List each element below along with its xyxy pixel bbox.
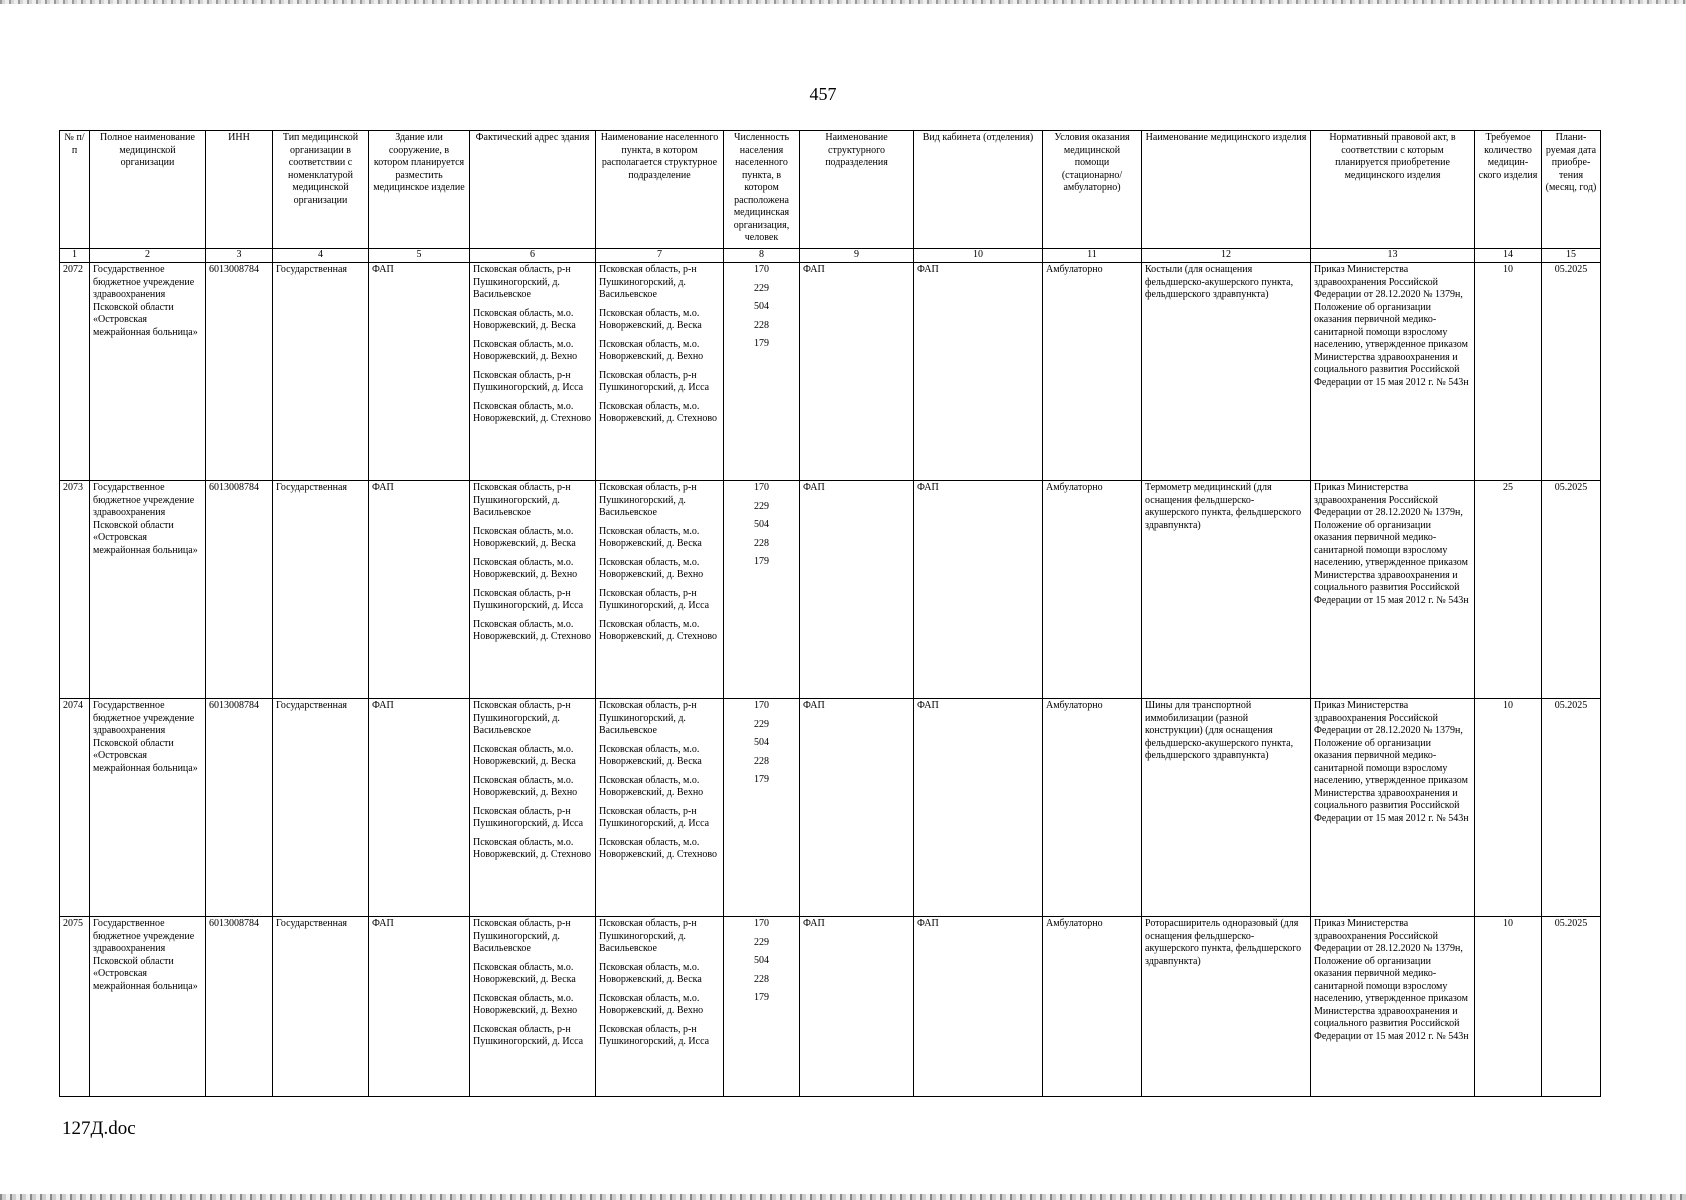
settlement-name: [596, 481, 724, 699]
inn-value: 6013008784: [206, 917, 273, 1097]
header-cell-8: Численность населения населенного пункта, в котором расположена медицинская организация, человек: [724, 131, 800, 249]
settlement-name-item: Псковская область, м.о. Новоржевский, д. Стехново: [599, 836, 718, 860]
settlement-name-list: [599, 264, 720, 426]
table-row: [60, 263, 1601, 481]
building-address-item: Псковская область, м.о. Новоржевский, д. Веска: [473, 961, 576, 985]
structural-unit: ФАП: [800, 699, 914, 917]
equipment-register-table: [59, 130, 1601, 1097]
settlement-name: [596, 917, 724, 1097]
settlement-name-item: Псковская область, м.о. Новоржевский, д. Веска: [599, 307, 702, 331]
header-cell-5: Здание или сооружение, в котором планируется разместить медицинское изделие: [369, 131, 470, 249]
table-row: [60, 481, 1601, 699]
legal-act: Приказ Министерства здравоохранения Российской Федерации от 28.12.2020 № 1379н, Положение об организации оказания первичной медико-санитарной помощи взрослому населению, утвержденное приказом Министерства здравоохранения и социального развития Российской Федерации от 15 мая 2012 г. № 543н: [1311, 917, 1475, 1097]
building-address-list: [473, 918, 592, 1049]
settlement-name-item: Псковская область, р-н Пушкиногорский, д. Исса: [599, 1023, 710, 1047]
row-number: 2075: [60, 917, 90, 1097]
inn-value: 6013008784: [206, 263, 273, 481]
population-count-item: 228: [754, 755, 769, 767]
column-number-5: 5: [369, 249, 470, 263]
population-count-item: 229: [754, 718, 769, 730]
header-cell-13: Нормативный правовой акт, в соответствии с которым планируется приобретение медицинского изделия: [1311, 131, 1475, 249]
organization-type: Государственная: [273, 917, 369, 1097]
legal-act: Приказ Министерства здравоохранения Российской Федерации от 28.12.2020 № 1379н, Положение об организации оказания первичной медико-санитарной помощи взрослому населению, утвержденное приказом Министерства здравоохранения и социального развития Российской Федерации от 15 мая 2012 г. № 543н: [1311, 699, 1475, 917]
settlement-name-list: [599, 482, 720, 644]
building-address-item: Псковская область, м.о. Новоржевский, д. Веска: [473, 307, 576, 331]
cabinet-type: ФАП: [914, 481, 1043, 699]
header-row: [60, 131, 1601, 249]
building-address-item: Псковская область, м.о. Новоржевский, д. Вехно: [473, 338, 578, 362]
organization-name: Государственное бюджетное учреждение здравоохранения Псковской области «Островская межрайонная больница»: [90, 917, 206, 1097]
building-type: ФАП: [369, 481, 470, 699]
care-conditions: Амбулаторно: [1043, 917, 1142, 1097]
settlement-name-item: Псковская область, м.о. Новоржевский, д. Стехново: [599, 400, 718, 424]
legal-act: Приказ Министерства здравоохранения Российской Федерации от 28.12.2020 № 1379н, Положение об организации оказания первичной медико-санитарной помощи взрослому населению, утвержденное приказом Министерства здравоохранения и социального развития Российской Федерации от 15 мая 2012 г. № 543н: [1311, 481, 1475, 699]
building-address: [470, 481, 596, 699]
settlement-name-item: Псковская область, м.о. Новоржевский, д. Веска: [599, 525, 702, 549]
population-count: [724, 263, 800, 481]
header-cell-9: Наименование структурного подразделения: [800, 131, 914, 249]
population-count-item: 504: [754, 301, 769, 312]
table-body: [60, 263, 1601, 1097]
document-filename: 127Д.doc: [62, 1118, 136, 1139]
column-number-12: 12: [1142, 249, 1311, 263]
required-quantity: 10: [1475, 263, 1542, 481]
organization-type: Государственная: [273, 699, 369, 917]
population-count-list: [727, 918, 796, 1005]
population-count: [724, 917, 800, 1097]
table-header: [60, 131, 1601, 263]
population-count-item: 170: [754, 264, 769, 275]
medical-device-name: Шины для транспортной иммобилизации (разной конструкции) (для оснащения фельдшерско-акушерского пункта, фельдшерского здравпункта): [1142, 699, 1311, 917]
population-count-item: 504: [754, 519, 769, 530]
structural-unit: ФАП: [800, 263, 914, 481]
settlement-name-item: Псковская область, р-н Пушкиногорский, д. Исса: [599, 587, 710, 611]
building-address-item: Псковская область, м.о. Новоржевский, д. Вехно: [473, 774, 578, 798]
settlement-name-item: Псковская область, м.о. Новоржевский, д. Веска: [599, 961, 702, 985]
building-address-item: Псковская область, р-н Пушкиногорский, д. Васильевское: [473, 264, 571, 300]
building-address-item: Псковская область, р-н Пушкиногорский, д. Исса: [473, 369, 584, 393]
required-quantity: 10: [1475, 699, 1542, 917]
population-count-item: 504: [754, 955, 769, 966]
column-number-15: 15: [1542, 249, 1601, 263]
organization-name: Государственное бюджетное учреждение здравоохранения Псковской области «Островская межрайонная больница»: [90, 263, 206, 481]
medical-device-name: Термометр медицинский (для оснащения фельдшерско-акушерского пункта, фельдшерского здравпункта): [1142, 481, 1311, 699]
table-row: [60, 917, 1601, 1097]
column-number-11: 11: [1043, 249, 1142, 263]
structural-unit: ФАП: [800, 917, 914, 1097]
legal-act: Приказ Министерства здравоохранения Российской Федерации от 28.12.2020 № 1379н, Положение об организации оказания первичной медико-санитарной помощи взрослому населению, утвержденное приказом Министерства здравоохранения и социального развития Российской Федерации от 15 мая 2012 г. № 543н: [1311, 263, 1475, 481]
header-cell-2: Полное наименование медицинской организации: [90, 131, 206, 249]
building-address: [470, 917, 596, 1097]
row-number: 2072: [60, 263, 90, 481]
column-number-row: [60, 249, 1601, 263]
settlement-name-list: [599, 918, 720, 1049]
organization-name: Государственное бюджетное учреждение здравоохранения Псковской области «Островская межрайонная больница»: [90, 699, 206, 917]
scan-edge-top: [0, 0, 1686, 4]
building-address: [470, 263, 596, 481]
settlement-name: [596, 699, 724, 917]
row-number: 2074: [60, 699, 90, 917]
settlement-name: [596, 263, 724, 481]
organization-name: Государственное бюджетное учреждение здравоохранения Псковской области «Островская межрайонная больница»: [90, 481, 206, 699]
building-address-list: [473, 264, 592, 426]
population-count-item: 179: [754, 992, 769, 1003]
inn-value: 6013008784: [206, 699, 273, 917]
building-address-item: Псковская область, м.о. Новоржевский, д. Вехно: [473, 992, 578, 1016]
population-count-list: [727, 700, 796, 787]
population-count-item: 179: [754, 338, 769, 349]
building-address-item: Псковская область, р-н Пушкиногорский, д. Исса: [473, 587, 584, 611]
population-count-item: 228: [754, 319, 769, 331]
population-count-item: 170: [754, 918, 769, 929]
scan-edge-bottom: [0, 1194, 1686, 1200]
population-count-list: [727, 264, 796, 351]
population-count-item: 170: [754, 700, 769, 711]
building-address-item: Псковская область, м.о. Новоржевский, д. Вехно: [473, 556, 578, 580]
header-cell-4: Тип медицинской организации в соответствии с номенклатурой медицинской организации: [273, 131, 369, 249]
building-address-list: [473, 700, 592, 862]
building-address-item: Псковская область, р-н Пушкиногорский, д. Исса: [473, 1023, 584, 1047]
column-number-3: 3: [206, 249, 273, 263]
column-number-2: 2: [90, 249, 206, 263]
population-count-item: 179: [754, 774, 769, 785]
cabinet-type: ФАП: [914, 699, 1043, 917]
settlement-name-item: Псковская область, м.о. Новоржевский, д. Веска: [599, 743, 702, 767]
header-cell-12: Наименование медицинского изделия: [1142, 131, 1311, 249]
population-count: [724, 481, 800, 699]
medical-device-name: Костыли (для оснащения фельдшерско-акушерского пункта, фельдшерского здравпункта): [1142, 263, 1311, 481]
row-number: 2073: [60, 481, 90, 699]
building-type: ФАП: [369, 917, 470, 1097]
header-cell-1: № п/п: [60, 131, 90, 249]
header-cell-6: Фактический адрес здания: [470, 131, 596, 249]
settlement-name-item: Псковская область, р-н Пушкиногорский, д. Исса: [599, 369, 710, 393]
cabinet-type: ФАП: [914, 917, 1043, 1097]
cabinet-type: ФАП: [914, 263, 1043, 481]
settlement-name-list: [599, 700, 720, 862]
settlement-name-item: Псковская область, р-н Пушкиногорский, д. Васильевское: [599, 918, 697, 954]
column-number-14: 14: [1475, 249, 1542, 263]
population-count-item: 229: [754, 500, 769, 512]
column-number-8: 8: [724, 249, 800, 263]
medical-device-name: Роторасширитель одноразовый (для оснащения фельдшерско-акушерского пункта, фельдшерского здравпункта): [1142, 917, 1311, 1097]
settlement-name-item: Псковская область, м.о. Новоржевский, д. Вехно: [599, 774, 704, 798]
building-type: ФАП: [369, 263, 470, 481]
settlement-name-item: Псковская область, р-н Пушкиногорский, д. Васильевское: [599, 482, 697, 518]
building-address-item: Псковская область, р-н Пушкиногорский, д. Исса: [473, 805, 584, 829]
population-count-item: 179: [754, 556, 769, 567]
building-address-item: Псковская область, м.о. Новоржевский, д. Стехново: [473, 618, 592, 642]
building-address-item: Псковская область, м.о. Новоржевский, д. Стехново: [473, 400, 592, 424]
required-quantity: 25: [1475, 481, 1542, 699]
column-number-13: 13: [1311, 249, 1475, 263]
population-count-item: 229: [754, 282, 769, 294]
settlement-name-item: Псковская область, р-н Пушкиногорский, д. Васильевское: [599, 700, 697, 736]
settlement-name-item: Псковская область, м.о. Новоржевский, д. Вехно: [599, 992, 704, 1016]
required-quantity: 10: [1475, 917, 1542, 1097]
settlement-name-item: Псковская область, м.о. Новоржевский, д. Вехно: [599, 556, 704, 580]
care-conditions: Амбулаторно: [1043, 263, 1142, 481]
table-row: [60, 699, 1601, 917]
header-cell-11: Условия оказания медицинской помощи (стационарно/ амбулаторно): [1043, 131, 1142, 249]
inn-value: 6013008784: [206, 481, 273, 699]
population-count-item: 170: [754, 482, 769, 493]
population-count-item: 229: [754, 936, 769, 948]
column-number-9: 9: [800, 249, 914, 263]
population-count-item: 504: [754, 737, 769, 748]
building-address-item: Псковская область, р-н Пушкиногорский, д. Васильевское: [473, 918, 571, 954]
header-cell-15: Плани-руемая дата приобре-тения (месяц, год): [1542, 131, 1601, 249]
header-cell-14: Требуемое количество медицин-ского изделия: [1475, 131, 1542, 249]
care-conditions: Амбулаторно: [1043, 481, 1142, 699]
population-count: [724, 699, 800, 917]
header-cell-10: Вид кабинета (отделения): [914, 131, 1043, 249]
building-address-list: [473, 482, 592, 644]
column-number-7: 7: [596, 249, 724, 263]
column-number-10: 10: [914, 249, 1043, 263]
building-address-item: Псковская область, р-н Пушкиногорский, д. Васильевское: [473, 700, 571, 736]
building-address-item: Псковская область, р-н Пушкиногорский, д. Васильевское: [473, 482, 571, 518]
care-conditions: Амбулаторно: [1043, 699, 1142, 917]
building-type: ФАП: [369, 699, 470, 917]
building-address-item: Псковская область, м.о. Новоржевский, д. Стехново: [473, 836, 592, 860]
building-address: [470, 699, 596, 917]
planned-date: 05.2025: [1542, 263, 1601, 481]
structural-unit: ФАП: [800, 481, 914, 699]
page-number: 457: [809, 84, 837, 104]
organization-type: Государственная: [273, 481, 369, 699]
settlement-name-item: Псковская область, р-н Пушкиногорский, д. Исса: [599, 805, 710, 829]
building-address-item: Псковская область, м.о. Новоржевский, д. Веска: [473, 743, 576, 767]
population-count-item: 228: [754, 973, 769, 985]
column-number-6: 6: [470, 249, 596, 263]
header-cell-7: Наименование населенного пункта, в котором располагается структурное подразделение: [596, 131, 724, 249]
settlement-name-item: Псковская область, м.о. Новоржевский, д. Стехново: [599, 618, 718, 642]
building-address-item: Псковская область, м.о. Новоржевский, д. Веска: [473, 525, 576, 549]
column-number-1: 1: [60, 249, 90, 263]
settlement-name-item: Псковская область, м.о. Новоржевский, д. Вехно: [599, 338, 704, 362]
settlement-name-item: Псковская область, р-н Пушкиногорский, д. Васильевское: [599, 264, 697, 300]
planned-date: 05.2025: [1542, 481, 1601, 699]
population-count-item: 228: [754, 537, 769, 549]
column-number-4: 4: [273, 249, 369, 263]
header-cell-3: ИНН: [206, 131, 273, 249]
organization-type: Государственная: [273, 263, 369, 481]
planned-date: 05.2025: [1542, 917, 1601, 1097]
planned-date: 05.2025: [1542, 699, 1601, 917]
population-count-list: [727, 482, 796, 569]
